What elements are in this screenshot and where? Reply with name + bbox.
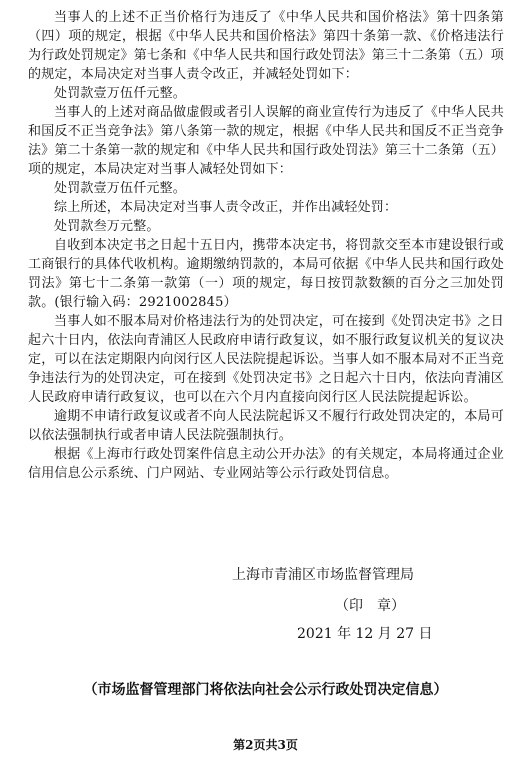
paragraph-payment: 自收到本决定书之日起十五日内，携带本决定书，将罚款交至本市建设银行或工商银行的具体代收机构。逾期缴纳罚款的，本局可依据《中华人民共和国行政处罚法》第七十二条第一款第（一）项的规定，每日按罚款数额的百分之三加处罚款。(银行输入码：2921002845）: [28, 238, 504, 310]
paragraph-false-advertising: 当事人的上述对商品做虚假或者引人误解的商业宣传行为违反了《中华人民共和国反不正当竞争法》第八条第一款的规定，根据《中华人民共和国反不正当竞争法》第二十条第一款的规定和《中华人民共和国行政处罚法》第三十二条第（五）项的规定，本局决定对当事人减轻处罚如下：: [28, 105, 504, 177]
paragraph-appeal: 当事人如不服本局对价格违法行为的处罚决定，可在接到《处罚决定书》之日起六十日内，依法向青浦区人民政府申请行政复议，如不服行政复议机关的复议决定，可以在法定期限内向闵行区人民法院提起诉讼。当事人如不服本局对不正当竞争违法行为的处罚决定，可在接到《处罚决定书》之日起六十日内，依法向青浦区人民政府申请行政复议，也可以在六个月内直接向闵行区人民法院提起诉讼。: [28, 314, 504, 405]
public-notice: （市场监督管理部门将依法向社会公示行政处罚决定信息）: [83, 682, 448, 698]
paragraph-fine-2: 处罚款壹万伍仟元整。: [54, 181, 187, 196]
issuing-organization: 上海市青浦区市场监督管理局: [232, 567, 414, 583]
decision-date: 2021 年 12 月 27 日: [297, 626, 433, 642]
paragraph-disclosure: 根据《上海市行政处罚案件信息主动公开办法》的有关规定，本局将通过企业信用信息公示系统、门户网站、专业网站等公示行政处罚信息。: [28, 447, 504, 481]
paragraph-total-fine: 处罚款叁万元整。: [54, 219, 160, 234]
page-number: 第2页共3页: [233, 738, 298, 752]
paragraph-fine-1: 处罚款壹万伍仟元整。: [54, 86, 187, 101]
seal-label: （印 章）: [335, 598, 405, 614]
paragraph-enforcement: 逾期不申请行政复议或者不向人民法院起诉又不履行行政处罚决定的，本局可以依法强制执行或者申请人民法院强制执行。: [28, 409, 504, 443]
paragraph-price-violation: 当事人的上述不正当价格行为违反了《中华人民共和国价格法》第十四条第（四）项的规定，根据《中华人民共和国价格法》第四十条第一款、《价格违法行为行政处罚规定》第七条和《中华人民共和国行政处罚法》第三十二条第（五）项的规定，本局决定对当事人责令改正，并减轻处罚如下：: [28, 10, 504, 82]
paragraph-summary: 综上所述，本局决定对当事人责令改正，并作出减轻处罚：: [54, 200, 398, 215]
decision-body: [28, 8, 504, 483]
